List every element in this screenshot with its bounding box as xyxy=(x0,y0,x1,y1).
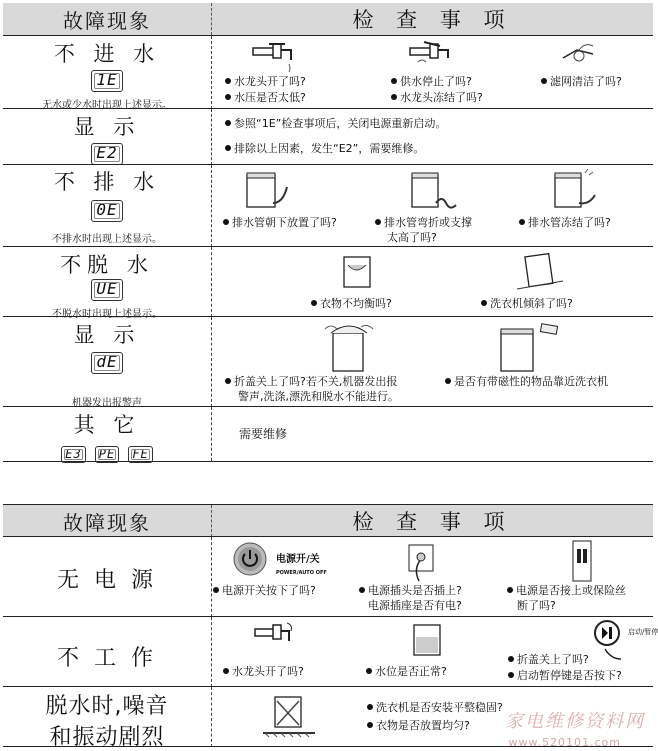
row-not-working xyxy=(3,616,658,687)
washer-unbalanced-icon xyxy=(338,251,378,291)
error-code: PE xyxy=(95,446,119,463)
row-no-power xyxy=(3,536,653,617)
check-item: 洗衣机是否安装平整稳固? xyxy=(367,701,503,715)
check-item: 排除以上因素，发生“E2”，需要维修。 xyxy=(225,142,424,156)
check-item: 排水管弯折或支撑 xyxy=(375,216,472,230)
symptom-note: 不脱水时出现上述显示。 xyxy=(52,309,162,320)
check-item: 水龙头冻结了吗? xyxy=(391,91,483,105)
row-display-e2 xyxy=(3,108,653,165)
symptom-title: 无 电 源 xyxy=(57,568,157,593)
check-item: 需要维修 xyxy=(239,427,288,441)
water-level-icon xyxy=(408,619,448,659)
check-item: 水龙头开了吗? xyxy=(225,75,306,89)
table2-header-check: 检 查 事 项 xyxy=(352,510,513,534)
check-item-continued: 电源插座是否有电? xyxy=(368,599,462,612)
check-item-continued: 断了吗? xyxy=(517,599,556,612)
check-item: 排水管冻结了吗? xyxy=(519,216,611,230)
error-code: E2 xyxy=(91,143,122,165)
row-other xyxy=(3,406,653,462)
check-item: 折盖关上了吗?若不关,机器发出报 xyxy=(225,375,397,389)
watermark-text: 家电维修资料网 xyxy=(505,711,645,732)
faucet-icon xyxy=(251,40,301,76)
check-item: 水龙头开了吗? xyxy=(223,665,304,679)
error-code: FE xyxy=(128,446,152,463)
row-display-de xyxy=(3,316,653,407)
check-item: 电源插头是否插上? xyxy=(359,584,462,598)
row-no-drain xyxy=(3,164,653,247)
check-item: 衣物不均衡吗? xyxy=(311,297,392,311)
power-button-sublabel: POWER/AUTO OFF xyxy=(276,570,327,576)
symptom-note: 不排水时出现上述显示。 xyxy=(52,234,162,245)
symptom-note: 无水或少水时出现上述显示。 xyxy=(42,100,172,111)
power-button-icon xyxy=(232,541,268,577)
symptom-note: 机器发出报警声 xyxy=(72,398,142,409)
check-item: 电源是否接上或保险丝 xyxy=(507,584,626,598)
washer-magnet-icon xyxy=(493,321,563,373)
symptom-cell xyxy=(3,249,211,320)
check-item-continued: 警声,洗涤,漂洗和脱水不能进行。 xyxy=(238,390,399,403)
table2-header-symptom: 故障现象 xyxy=(63,510,151,535)
check-item-continued: 太高了吗? xyxy=(387,231,437,244)
row-no-water-inflow xyxy=(3,35,653,109)
filter-screen-icon xyxy=(559,40,599,70)
table1-header-check: 检 查 事 项 xyxy=(352,8,513,32)
symptom-title-line2: 和振动剧烈 xyxy=(49,725,165,750)
check-item: 是否有带磁性的物品靠近洗衣机 xyxy=(445,375,608,389)
washer-drain-icon xyxy=(243,169,293,211)
symptom-cell xyxy=(3,166,211,245)
check-item: 衣物是否放置均匀? xyxy=(367,719,470,733)
faucet-icon xyxy=(408,40,458,76)
washer-drain-icon xyxy=(551,167,601,211)
table1-header-symptom: 故障现象 xyxy=(63,8,151,33)
washer-tilted-icon xyxy=(515,249,565,291)
check-item: 水压是否太低? xyxy=(225,91,306,105)
washer-level-icon xyxy=(261,691,317,739)
washer-lid-icon xyxy=(321,321,377,373)
check-item: 折盖关上了吗? xyxy=(508,653,589,667)
error-code: E3 xyxy=(61,446,85,463)
check-item: 水位是否正常? xyxy=(366,665,447,679)
table2-header xyxy=(3,504,653,537)
table1-header xyxy=(3,3,653,35)
symptom-title: 显 示 xyxy=(73,115,141,139)
error-code: 1E xyxy=(91,70,122,92)
symptom-title: 不 工 作 xyxy=(57,646,157,671)
faucet-icon xyxy=(253,621,299,655)
start-pause-button-icon xyxy=(591,619,627,663)
error-code: dE xyxy=(91,352,122,374)
check-item: 供水停止了吗? xyxy=(391,75,472,89)
power-button-label: 电源开/关 xyxy=(276,554,320,565)
symptom-title: 不 进 水 xyxy=(53,42,161,66)
symptom-cell xyxy=(3,111,211,165)
symptom-title: 其 它 xyxy=(73,413,141,437)
check-item: 排水管朝下放置了吗? xyxy=(223,216,337,230)
symptom-title: 脱水时,噪音 xyxy=(45,694,169,719)
symptom-cell xyxy=(3,563,211,594)
error-code: UE xyxy=(91,279,122,301)
check-item: 洗衣机倾斜了吗? xyxy=(481,297,573,311)
symptom-cell xyxy=(3,689,211,751)
symptom-title: 不脱 水 xyxy=(60,253,154,277)
symptom-title: 不 排 水 xyxy=(53,170,161,194)
check-item: 滤网清洁了吗? xyxy=(541,75,622,89)
symptom-title: 显 示 xyxy=(73,323,141,347)
symptom-cell xyxy=(3,38,211,111)
error-code: 0E xyxy=(91,200,122,222)
row-spin-noise-vibration xyxy=(3,686,653,750)
symptom-cell xyxy=(3,409,211,463)
row-no-spin xyxy=(3,246,653,320)
check-item: 电源开关按下了吗? xyxy=(213,584,316,598)
fuse-box-icon xyxy=(568,539,598,583)
washer-drain-icon xyxy=(408,169,458,211)
power-plug-icon xyxy=(403,539,443,583)
symptom-cell xyxy=(3,641,211,672)
check-item: 参照“1E”检查事项后，关闭电源重新启动。 xyxy=(225,117,446,131)
start-pause-label: 启动/暂停 xyxy=(628,628,658,636)
watermark-url: www.520101.com xyxy=(508,736,621,749)
check-item: 启动暂停键是否按下? xyxy=(508,669,622,683)
symptom-cell xyxy=(3,319,211,409)
